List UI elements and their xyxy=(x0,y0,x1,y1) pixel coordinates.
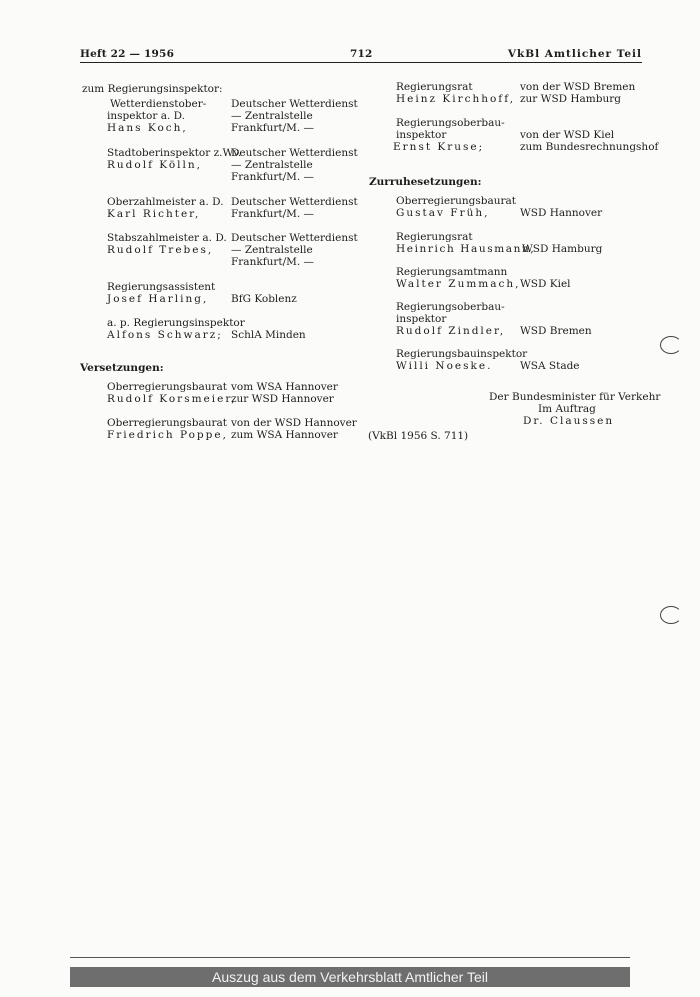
entry-title: Regierungsoberbau- xyxy=(396,117,505,129)
entry-dest: Deutscher Wetterdienst xyxy=(231,98,358,110)
section-heading-versetzungen: Versetzungen: xyxy=(80,362,164,374)
entry-dest: WSD Hannover xyxy=(520,207,603,219)
section-intro: zum Regierungsinspektor: xyxy=(82,83,223,95)
entry-name: Friedrich Poppe, xyxy=(107,429,228,441)
signature-line: Im Auftrag xyxy=(538,403,596,415)
entry-dest: BfG Koblenz xyxy=(231,293,297,305)
entry-dest: WSD Bremen xyxy=(520,325,592,337)
entry-title: Regierungsoberbau- xyxy=(396,301,505,313)
entry-title: Stadtoberinspektor z.Wv. xyxy=(107,147,242,159)
entry-dest: von der WSD Kiel xyxy=(520,129,615,141)
issue-label: Heft 22 — 1956 xyxy=(80,48,175,60)
entry-dest: Deutscher Wetterdienst xyxy=(231,147,358,159)
entry-dest: WSD Kiel xyxy=(520,278,571,290)
entry-name: Heinrich Hausmann, xyxy=(396,243,536,255)
entry-dest: Deutscher Wetterdienst xyxy=(231,232,358,244)
publication-title: VkBl Amtlicher Teil xyxy=(507,48,642,60)
entry-title: Regierungsrat xyxy=(396,231,473,243)
entry-name: Ernst Kruse; xyxy=(393,141,485,153)
entry-dest: zur WSD Hannover xyxy=(231,393,334,405)
entry-dest: von der WSD Hannover xyxy=(231,417,357,429)
entry-name: Walter Zummach, xyxy=(396,278,521,290)
entry-title: a. p. Regierungsinspektor xyxy=(107,317,245,329)
entry-dest: WSD Hamburg xyxy=(522,243,603,255)
entry-title: Oberzahlmeister a. D. xyxy=(107,196,224,208)
entry-title: inspektor xyxy=(396,313,447,325)
entry-name: Hans Koch, xyxy=(107,122,188,134)
signature-line: Der Bundesminister für Verkehr xyxy=(489,391,661,403)
footer-rule xyxy=(70,957,630,958)
entry-dest: Frankfurt/M. — xyxy=(231,122,315,134)
entry-name: Rudolf Zindler, xyxy=(396,325,506,337)
footer-banner: Auszug aus dem Verkehrsblatt Amtlicher Teil xyxy=(70,967,630,987)
entry-dest: Deutscher Wetterdienst xyxy=(231,196,358,208)
entry-title: Stabszahlmeister a. D. xyxy=(107,232,227,244)
entry-title: Regierungsrat xyxy=(396,81,473,93)
entry-name: Rudolf Kölln, xyxy=(107,159,202,171)
entry-title: Wetterdienstober- xyxy=(110,98,207,110)
entry-dest: zum Bundesrechnungshof xyxy=(520,141,659,153)
entry-dest: SchlA Minden xyxy=(231,329,306,341)
entry-title: inspektor a. D. xyxy=(107,110,186,122)
entry-title: Oberregierungsbaurat xyxy=(396,195,516,207)
entry-name: Gustav Früh, xyxy=(396,207,490,219)
entry-name: Rudolf Trebes, xyxy=(107,244,214,256)
entry-name: Alfons Schwarz; xyxy=(107,329,223,341)
entry-title: Oberregierungsbaurat xyxy=(107,417,227,429)
entry-title: Regierungsamtmann xyxy=(396,266,508,278)
section-heading-zurruhesetzungen: Zurruhesetzungen: xyxy=(369,176,482,188)
entry-dest: zum WSA Hannover xyxy=(231,429,338,441)
punch-hole-mark xyxy=(660,606,682,624)
entry-name: Rudolf Korsmeier, xyxy=(107,393,237,405)
entry-dest: zur WSD Hamburg xyxy=(520,93,621,105)
entry-name: Karl Richter, xyxy=(107,208,201,220)
entry-name: Josef Harling, xyxy=(107,293,209,305)
entry-dest: Frankfurt/M. — xyxy=(231,256,315,268)
page-number: 712 xyxy=(350,48,373,60)
entry-title: Regierungsbauinspektor xyxy=(396,348,528,360)
entry-dest: — Zentralstelle xyxy=(231,110,313,122)
entry-dest: WSA Stade xyxy=(520,360,580,372)
entry-title: Regierungsassistent xyxy=(107,281,216,293)
header-rule xyxy=(80,62,642,63)
reference-note: (VkBl 1956 S. 711) xyxy=(368,430,469,442)
entry-dest: — Zentralstelle xyxy=(231,244,313,256)
entry-dest: vom WSA Hannover xyxy=(231,381,338,393)
entry-dest: von der WSD Bremen xyxy=(520,81,636,93)
entry-dest: Frankfurt/M. — xyxy=(231,208,315,220)
entry-name: Heinz Kirchhoff, xyxy=(396,93,516,105)
punch-hole-mark xyxy=(660,336,682,354)
signature-name: Dr. Claussen xyxy=(523,415,615,427)
entry-title: inspektor xyxy=(396,129,447,141)
entry-title: Oberregierungsbaurat xyxy=(107,381,227,393)
entry-dest: Frankfurt/M. — xyxy=(231,171,315,183)
entry-name: Willi Noeske. xyxy=(396,360,493,372)
entry-dest: — Zentralstelle xyxy=(231,159,313,171)
